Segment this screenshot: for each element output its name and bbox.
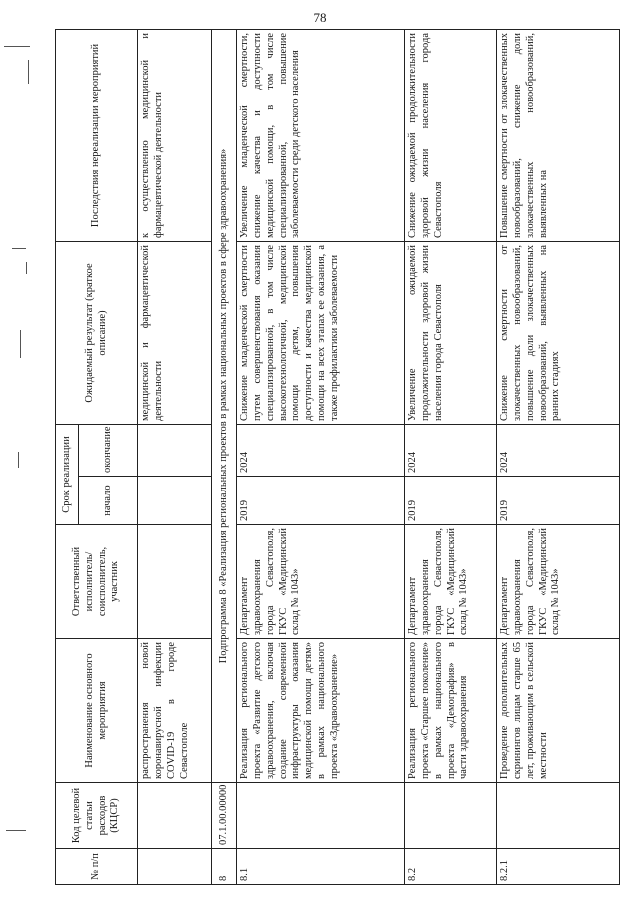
row-end: 2024 — [237, 424, 405, 476]
table-row — [237, 29, 405, 884]
header-end: окончание — [79, 424, 138, 476]
subprogram-row — [212, 29, 237, 884]
scan-margin-marks — [0, 0, 60, 905]
row-responsible: Департамент здравоохранения города Севастополя, ГКУС «Медицинский склад № 1043» — [405, 525, 497, 639]
row-name: Реализация регионального проекта «Старшее поколение» в рамках национального проекта «Демография» в части здравоохранения — [405, 639, 497, 783]
row-result: Снижение младенческой смертности путем совершенствования оказания специализированной, в том числе высокотехнологичной, медицинской помощи детям, повышения доступности и качества медицинской помощи на всех этапах ее оказания, а также профилактики заболеваемости — [237, 241, 405, 424]
table-row — [497, 29, 620, 884]
header-row — [56, 29, 79, 884]
cont-consequences: к осуществлению медицинской и фармацевтической деятельности — [138, 29, 212, 241]
header-start: начало — [79, 477, 138, 525]
continuation-row — [138, 29, 212, 884]
row-consequences: Снижение ожидаемой продолжительности здоровой жизни населения города Севастополя — [405, 29, 497, 241]
row-no: 8.2 — [405, 849, 497, 885]
row-end: 2024 — [497, 424, 620, 476]
row-start: 2019 — [497, 477, 620, 525]
header-no: № п/п — [56, 849, 138, 885]
rotated-table-wrapper — [55, 30, 620, 885]
subprogram-title: Подпрограмма 8 «Реализация региональных проектов в рамках национальных проектов в сфере здравоохранения» — [212, 29, 237, 782]
header-consequences: Последствия нереализации мероприятий — [56, 29, 138, 241]
page-number: 78 — [313, 10, 327, 25]
row-name: Реализация регионального проекта «Развитие детского здравоохранения, включая создание современной инфраструктуры оказания медицинской помощи детям» в рамках национального проекта «Здравоохранение» — [237, 639, 405, 783]
subprogram-code: 07.1.00.00000 — [212, 783, 237, 849]
header-period: Срок реализации — [56, 424, 79, 524]
table-row — [405, 29, 497, 884]
row-start: 2019 — [237, 477, 405, 525]
measures-table — [55, 29, 620, 885]
header-code: Код целевой статьи расходов (КЦСР) — [56, 783, 138, 849]
row-end: 2024 — [405, 424, 497, 476]
header-responsible: Ответственный исполнитель/соисполнитель, участник — [56, 525, 138, 639]
row-responsible: Департамент здравоохранения города Севастополя, ГКУС «Медицинский склад № 1043» — [237, 525, 405, 639]
row-no: 8.2.1 — [497, 849, 620, 885]
row-start: 2019 — [405, 477, 497, 525]
row-code — [405, 783, 497, 849]
row-code — [497, 783, 620, 849]
row-code — [237, 783, 405, 849]
row-responsible: Департамент здравоохранения города Севастополя, ГКУС «Медицинский склад № 1043» — [497, 525, 620, 639]
row-no: 8.1 — [237, 849, 405, 885]
row-consequences: Повышение смертности от злокачественных новообразований, снижение доли злокачественных новообразований, выявленных на — [497, 29, 620, 241]
header-result: Ожидаемый результат (краткое описание) — [56, 241, 138, 424]
cont-name: распространения новой коронавирусной инфекции COVID-19 в городе Севастополе — [138, 639, 212, 783]
row-name: Проведение дополнительных скринингов лицам старше 65 лет, проживающим в сельской местности — [497, 639, 620, 783]
cont-result: медицинской и фармацевтической деятельности — [138, 241, 212, 424]
row-consequences: Увеличение младенческой смертности, снижение качества и доступности медицинской помощи, в том числе специализированной, повышение заболеваемости среди детского населения — [237, 29, 405, 241]
row-result: Увеличение ожидаемой продолжительности здоровой жизни населения города Севастополя — [405, 241, 497, 424]
subprogram-no: 8 — [212, 849, 237, 885]
header-name: Наименование основного мероприятия — [56, 639, 138, 783]
row-result: Снижение смертности от злокачественных новообразований, повышение доли злокачественных новообразований, выявленных на ранних стадиях — [497, 241, 620, 424]
